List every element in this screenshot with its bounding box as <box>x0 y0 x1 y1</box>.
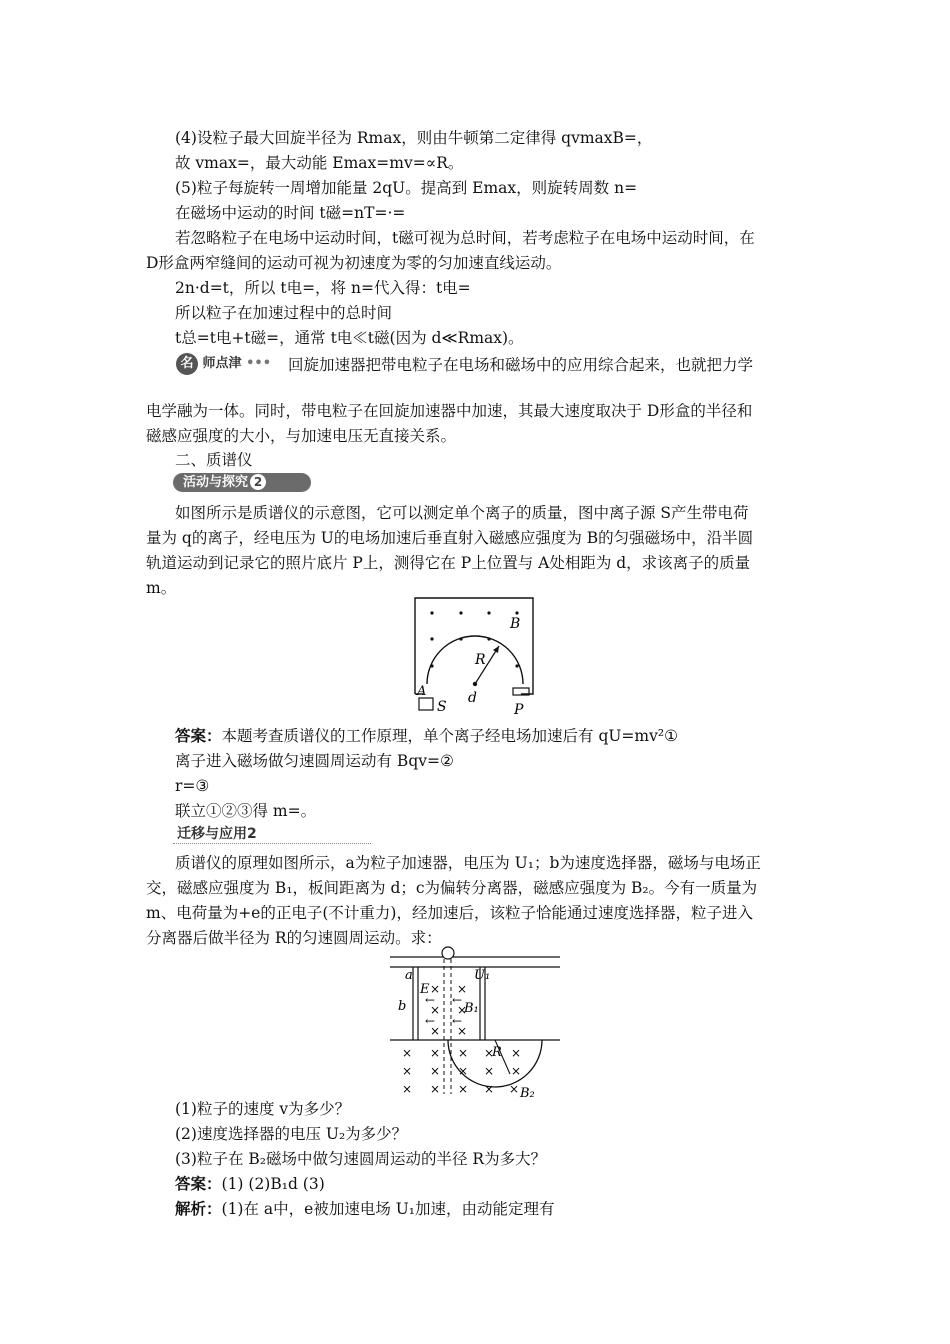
label-a: a <box>405 968 413 983</box>
label-B: B <box>510 616 521 632</box>
text-line: 所以粒子在加速过程中的总时间 <box>175 304 393 322</box>
label-R: R <box>492 1045 502 1060</box>
field-mark: × <box>457 982 468 996</box>
answer-label: 答案： <box>175 1174 222 1193</box>
field-mark: × <box>458 1046 469 1060</box>
field-mark: × <box>402 1082 413 1096</box>
solution-line <box>175 1198 555 1220</box>
mass-spectrometer-figure <box>405 594 545 720</box>
text-line: 量为 q的离子，经电压为 U的电场加速后垂直射入磁感应强度为 B的匀强磁场中，沿半圆 <box>146 529 754 547</box>
text-line: t总=t电+t磁=，通常 t电≪t磁(因为 d≪Rmax)。 <box>175 329 524 347</box>
field-mark: × <box>458 1082 469 1096</box>
label-R: R <box>475 652 486 668</box>
text-line: (4)设粒子最大回旋半径为 Rmax，则由牛顿第二定律得 qvmaxB=， <box>175 129 653 147</box>
field-mark: × <box>430 982 441 996</box>
teacher-note-tag: 名 师点津 ••• <box>176 352 284 374</box>
field-mark: × <box>430 1082 441 1096</box>
field-mark: × <box>430 1064 441 1078</box>
text-line: 磁感应强度的大小，与加速电压无直接关系。 <box>146 427 457 445</box>
field-mark: × <box>430 1003 441 1017</box>
text-line: 分离器后做半径为 R的匀速圆周运动。求： <box>146 929 442 947</box>
answer-text: (1) (2)B₁d (3) <box>221 1175 325 1193</box>
migration-badge: 迁移与应用2 <box>177 826 257 842</box>
field-mark: ← <box>425 993 436 1007</box>
text-line: 回旋加速器把带电粒子在电场和磁场中的应用综合起来，也就把力学 <box>288 356 754 374</box>
field-mark: × <box>484 1046 495 1060</box>
section-heading: 二、质谱仪 <box>175 451 253 469</box>
teacher-note-label: 师点津 <box>202 356 242 371</box>
answer-line <box>175 725 678 747</box>
field-mark: × <box>430 1024 441 1038</box>
activity-label: 活动与探究 <box>183 475 249 490</box>
field-mark: ← <box>452 993 463 1007</box>
field-mark: × <box>511 1064 522 1078</box>
label-d: d <box>468 690 477 706</box>
text-line: (5)粒子每旋转一周增加能量 2qU。提高到 Emax，则旋转周数 n= <box>175 179 638 197</box>
field-mark: × <box>457 1003 468 1017</box>
label-b: b <box>398 999 407 1014</box>
field-mark: × <box>509 1082 520 1096</box>
text-line: 2n·d=t，所以 t电=，将 n=代入得：t电= <box>175 279 471 297</box>
field-mark: ← <box>452 1014 463 1028</box>
label-S: S <box>437 699 447 715</box>
label-B1: B₁ <box>464 1001 479 1016</box>
field-mark: ← <box>425 1014 436 1028</box>
question-1: (1)粒子的速度 v为多少？ <box>175 1100 351 1118</box>
text-line: r=③ <box>175 777 210 795</box>
divider <box>173 843 371 844</box>
text-line: 离子进入磁场做匀速圆周运动有 Bqv=② <box>175 752 454 770</box>
text-line: m、电荷量为+e的正电子(不计重力)，经加速后，该粒子恰能通过速度选择器，粒子进入 <box>146 904 753 922</box>
field-mark: × <box>511 1046 522 1060</box>
field-mark: × <box>402 1046 413 1060</box>
text-line: 在磁场中运动的时间 t磁=nT=·= <box>175 204 406 222</box>
answer-line <box>175 1173 325 1195</box>
field-mark: × <box>484 1064 495 1078</box>
activity-number: 2 <box>250 474 266 490</box>
field-mark: × <box>457 1024 468 1038</box>
text-line: m。 <box>146 579 177 597</box>
activity-badge <box>173 473 311 492</box>
field-mark: × <box>402 1064 413 1078</box>
label-A: A <box>417 684 427 699</box>
field-mark: × <box>430 1046 441 1060</box>
question-3: (3)粒子在 B₂磁场中做匀速圆周运动的半径 R为多大？ <box>175 1150 547 1168</box>
field-mark: × <box>484 1082 495 1096</box>
velocity-selector-figure <box>390 944 560 1100</box>
text-line: 轨道运动到记录它的照片底片 P上，测得它在 P上位置与 A处相距为 d，求该离子的质量 <box>146 554 751 572</box>
answer-label: 答案： <box>175 726 222 745</box>
text-line: 联立①②③得 m=。 <box>175 802 317 820</box>
field-mark: × <box>458 1064 469 1078</box>
label-E: E <box>420 982 430 997</box>
label-P: P <box>514 702 524 718</box>
solution-label: 解析： <box>175 1199 222 1218</box>
teacher-note-icon: 名 <box>176 353 198 375</box>
text-line: D形盒两窄缝间的运动可视为初速度为零的匀加速直线运动。 <box>146 254 562 272</box>
question-2: (2)速度选择器的电压 U₂为多少？ <box>175 1125 408 1143</box>
text-line: 电学融为一体。同时，带电粒子在回旋加速器中加速，其最大速度取决于 D形盒的半径和 <box>146 402 753 420</box>
label-U1: U₁ <box>474 968 491 983</box>
text-line: 如图所示是质谱仪的示意图，它可以测定单个离子的质量，图中离子源 S产生带电荷 <box>175 504 749 522</box>
text-line: 故 vmax=，最大动能 Emax=mv=∝R。 <box>175 154 464 172</box>
text-line: 质谱仪的原理如图所示，a为粒子加速器，电压为 U₁；b为速度选择器，磁场与电场正 <box>175 854 761 872</box>
answer-text: 本题考查质谱仪的工作原理，单个离子经电场加速后有 qU=mv²① <box>221 727 678 745</box>
text-line: 交，磁感应强度为 B₁，板间距离为 d；c为偏转分离器，磁感应强度为 B₂。今有一质量为 <box>146 879 758 897</box>
solution-text: (1)在 a中，e被加速电场 U₁加速，由动能定理有 <box>221 1200 555 1218</box>
text-line: 若忽略粒子在电场中运动时间，t磁可视为总时间，若考虑粒子在电场中运动时间，在 <box>175 229 755 247</box>
label-B2: B₂ <box>520 1086 535 1100</box>
